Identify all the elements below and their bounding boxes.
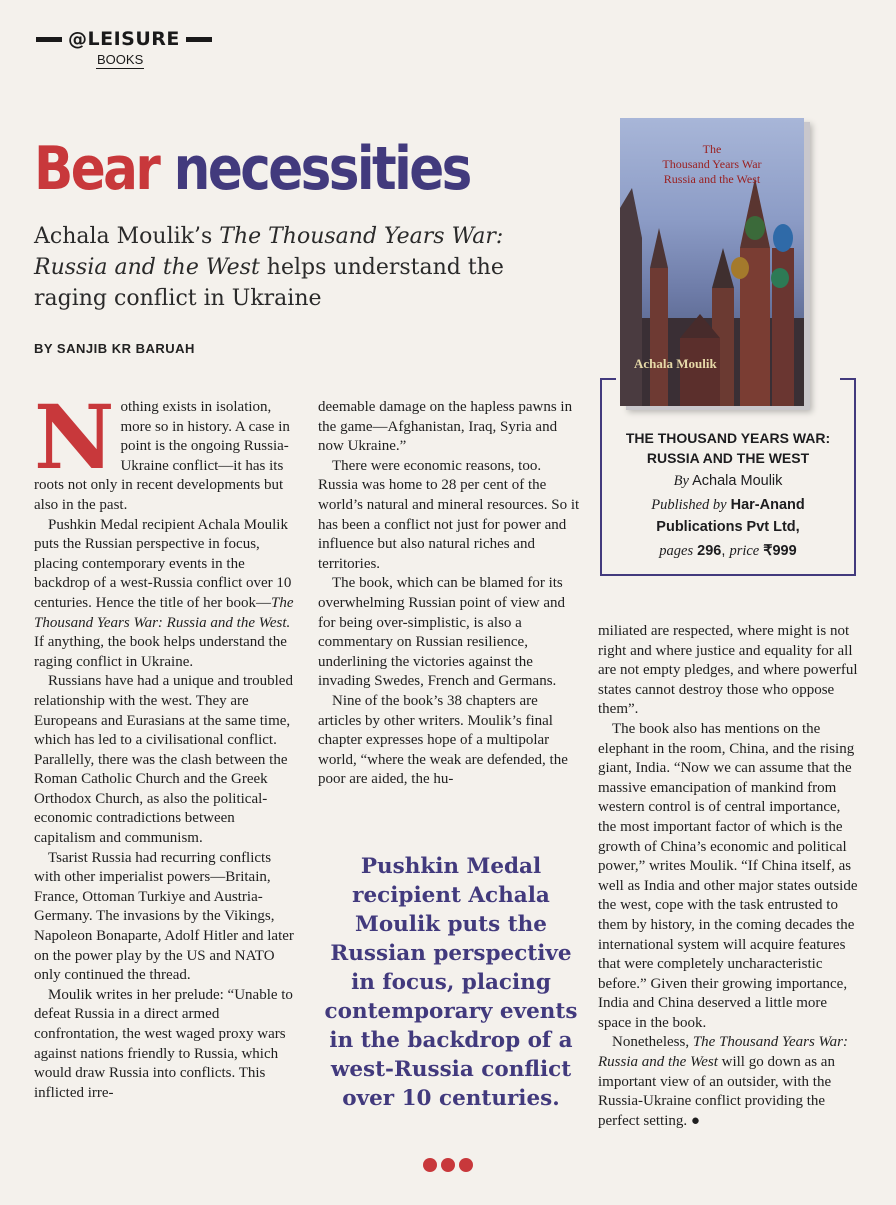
- headline-word-1: Bear: [34, 134, 159, 204]
- published-label: Published by: [651, 497, 727, 513]
- section-bar-left: [36, 37, 62, 42]
- paragraph: [34, 516, 296, 673]
- price-label: price: [729, 543, 760, 559]
- dot: [441, 1158, 455, 1172]
- cover-title: [630, 142, 794, 187]
- paragraph: The book, which can be blamed for its overwhelming Russian point of view and for being over-simplistic, is also a commentary on Russian resilience, underlining the victories against the invading Swedes, French and Germans.: [318, 575, 566, 690]
- subsection-label: BOOKS: [97, 52, 144, 67]
- book-info-title-line: RUSSIA AND THE WEST: [646, 450, 810, 466]
- article-dek: [34, 221, 574, 314]
- book-info-publisher: [600, 494, 856, 516]
- paragraph: Russians have had a unique and troubled relationship with the west. They are Europeans and Eurasians at the same time, which has led to a civilisational conflict. Parallelly, there was the clash between the Roman Catholic Church and the Greek Orthodox Church, as also the political-economic contradictions between capitalism and communism.: [34, 673, 293, 847]
- headline-word-2: necessities: [173, 134, 470, 204]
- paragraph: [34, 385, 296, 516]
- paragraph-text: Nonetheless,: [612, 1034, 693, 1051]
- book-info-title: [600, 428, 856, 468]
- paragraph: The book also has mentions on the elephant in the room, China, and the rising giant, India. “Now we can assume that the massive emancipation of mankind from western control is of central importance, the most important factor of which is the growth of China’s economic and political power,” writes Moulik. “If China itself, as well as India and other major states outside the west, cope with the task entrusted to them by history, in the coming decades the international system will acquire features that were completely uncharacteristic before.” Given their growing importance, India and China deserved a little more space in the book.: [598, 720, 858, 1031]
- box-corner-right: [840, 378, 856, 380]
- body-column-3: [598, 622, 860, 1131]
- book-info-author: [600, 470, 856, 492]
- paragraph: Nine of the book’s 38 chapters are articles by other writers. Moulik’s final chapter expresses hope of a multipolar world, “where the weak are defended, the poor are aided, the hu-: [318, 692, 568, 788]
- end-dots-ornament: [423, 1158, 473, 1172]
- book-info-title-line: THE THOUSAND YEARS WAR:: [625, 430, 831, 446]
- drop-cap: N: [34, 385, 115, 489]
- paragraph-text: Pushkin Medal recipient Achala Moulik puts the Russian perspective in focus, placing contemporary events in the backdrop of a west-Russia conflict over 10 centuries. Hence the title of her book—: [34, 516, 292, 611]
- body-column-2: [318, 398, 580, 790]
- section-bar-right: [186, 37, 212, 42]
- box-corner-left: [600, 378, 616, 380]
- pull-quote: Pushkin Medal recipient Achala Moulik puts the Russian perspective in focus, placing contemporary events in the backdrop of a west-Russia conflict over 10 centuries.: [324, 854, 578, 1111]
- author-name: Achala Moulik: [692, 473, 783, 489]
- cover-title-line: The: [702, 142, 722, 156]
- book-info-publisher-2: [600, 516, 856, 538]
- paragraph-text: othing exists in isolation, more so in history. A case in point is the ongoing Russia-Ukraine conflict—it has its roots not only in recent developments but also in the past.: [34, 399, 290, 513]
- cover-author: Achala Moulik: [634, 356, 717, 371]
- book-title-italic: The Thousand Years War: Russia and the West.: [34, 594, 294, 631]
- book-title-italic: The Thousand Years War: Russia and the West: [598, 1034, 849, 1071]
- dot: [459, 1158, 473, 1172]
- paragraph-text: If anything, the book helps understand the raging conflict in Ukraine.: [34, 634, 287, 670]
- paragraph: [598, 1033, 860, 1131]
- paragraph: deemable damage on the hapless pawns in the game—Afghanistan, Iraq, Syria and now Ukraine.”: [318, 399, 573, 455]
- paragraph: Moulik writes in her prelude: “Unable to defeat Russia in a direct armed confrontation, the west waged proxy wars against nations friendly to Russia, which would draw Russia into conflicts. This inflicted irre-: [34, 986, 293, 1101]
- dek-text-1: Achala Moulik’s: [34, 224, 220, 249]
- by-label: By: [673, 473, 689, 489]
- byline: BY SANJIB KR BARUAH: [34, 341, 195, 356]
- end-mark-icon: ●: [690, 1112, 700, 1129]
- dot: [423, 1158, 437, 1172]
- page-count: 296: [697, 543, 722, 559]
- publisher-name: Har-Anand: [730, 497, 805, 513]
- section-label: [36, 28, 212, 50]
- body-column-1: [34, 385, 296, 1103]
- cover-title-line: Russia and the West: [663, 172, 761, 186]
- paragraph-text: will go down as an important view of an outsider, with the Russia-Ukraine conflict providing the perfect setting.: [598, 1054, 835, 1129]
- book-cover-image: [620, 118, 804, 406]
- dek-text-2: helps understand the raging conflict in Ukraine: [34, 255, 504, 311]
- book-info-pages-price: pages 296, price ₹999: [659, 543, 797, 559]
- pages-label: pages: [659, 543, 694, 559]
- price-value: ₹999: [763, 543, 797, 559]
- dek-book-title: The Thousand Years War: Russia and the West: [34, 224, 504, 280]
- paragraph: There were economic reasons, too. Russia was home to 28 per cent of the world’s natural and mineral resources. So it has been a conflict not just for power and influence but also natural riches and territories.: [318, 457, 580, 572]
- paragraph: Tsarist Russia had recurring conflicts with other imperialist powers—Britain, France, Ottoman Turkiye and Austria-Germany. The invasions by the Vikings, Napoleon Bonaparte, Adolf Hitler and later on the power play by the US and NATO only continued the thread.: [34, 849, 294, 984]
- cover-title-line: Thousand Years War: [662, 157, 762, 171]
- section-title: @LEISURE: [68, 28, 180, 50]
- article-headline: [34, 134, 470, 204]
- publisher-name: Publications Pvt Ltd,: [656, 519, 800, 535]
- paragraph: miliated are respected, where might is not right and where justice and equality for all are not empty pledges, and where powerful states cannot destroy those who oppose them”.: [598, 623, 858, 718]
